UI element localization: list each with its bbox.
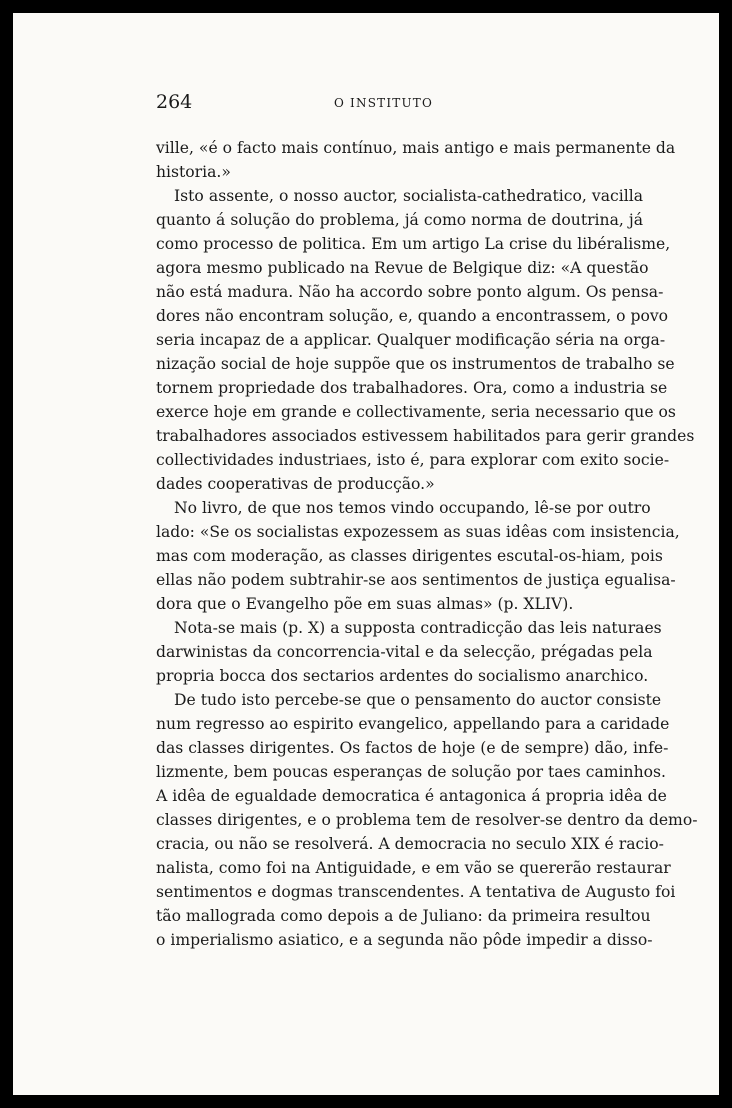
text-line: tornem propriedade dos trabalhadores. Ora, como a industria se <box>156 379 668 397</box>
text-line: exerce hoje em grande e collectivamente, seria necessario que os <box>156 403 676 421</box>
text-line: como processo de politica. Em um artigo La crise du libéralisme, <box>156 235 671 253</box>
text-line: De tudo isto percebe-se que o pensamento do auctor consiste <box>174 691 662 709</box>
page-header <box>156 91 643 117</box>
text-line: cracia, ou não se resolverá. A democracia no seculo XIX é racio- <box>156 835 664 853</box>
text-line: classes dirigentes, e o problema tem de resolver-se dentro da demo- <box>156 811 698 829</box>
page-number: 264 <box>156 91 193 113</box>
text-line: sentimentos e dogmas transcendentes. A tentativa de Augusto foi <box>156 883 676 901</box>
text-line: nalista, como foi na Antiguidade, e em vão se quererão restaurar <box>156 859 671 877</box>
text-line: o imperialismo asiatico, e a segunda não pôde impedir a disso- <box>156 931 653 949</box>
text-line: nização social de hoje suppõe que os instrumentos de trabalho se <box>156 355 675 373</box>
text-line: historia.» <box>156 163 231 181</box>
book-page <box>13 13 719 1095</box>
text-line: dora que o Evangelho põe em suas almas» (p. XLIV). <box>156 595 574 613</box>
text-line: dores não encontram solução, e, quando a encontrassem, o povo <box>156 307 669 325</box>
running-title: O INSTITUTO <box>334 96 434 110</box>
text-line: tão mallograda como depois a de Juliano: da primeira resultou <box>156 907 651 925</box>
body-text <box>156 136 698 952</box>
text-line: Isto assente, o nosso auctor, socialista-cathedratico, vacilla <box>174 187 643 205</box>
text-line: Nota-se mais (p. X) a supposta contradicção das leis naturaes <box>174 619 662 637</box>
text-line: ellas não podem subtrahir-se aos sentimentos de justiça egualisa- <box>156 571 676 589</box>
text-line: mas com moderação, as classes dirigentes escutal-os-hiam, pois <box>156 547 663 565</box>
text-line: No livro, de que nos temos vindo occupando, lê-se por outro <box>174 499 651 517</box>
text-line: quanto á solução do problema, já como norma de doutrina, já <box>156 211 643 229</box>
text-line: ville, «é o facto mais contínuo, mais antigo e mais permanente da <box>156 139 676 157</box>
text-line: lado: «Se os socialistas expozessem as suas idêas com insistencia, <box>156 523 680 541</box>
text-line: não está madura. Não ha accordo sobre ponto algum. Os pensa- <box>156 283 664 301</box>
text-line: darwinistas da concorrencia-vital e da selecção, prégadas pela <box>156 643 653 661</box>
text-line: A idêa de egualdade democratica é antagonica á propria idêa de <box>156 787 667 805</box>
text-line: num regresso ao espirito evangelico, appellando para a caridade <box>156 715 670 733</box>
text-line: trabalhadores associados estivessem habilitados para gerir grandes <box>156 427 695 445</box>
text-line: agora mesmo publicado na Revue de Belgique diz: «A questão <box>156 259 649 277</box>
text-line: dades cooperativas de producção.» <box>156 475 435 493</box>
text-line: seria incapaz de a applicar. Qualquer modificação séria na orga- <box>156 331 666 349</box>
text-line: collectividades industriaes, isto é, para explorar com exito socie- <box>156 451 670 469</box>
text-line: das classes dirigentes. Os factos de hoje (e de sempre) dão, infe- <box>156 739 669 757</box>
text-line: lizmente, bem poucas esperanças de solução por taes caminhos. <box>156 763 666 781</box>
text-line: propria bocca dos sectarios ardentes do socialismo anarchico. <box>156 667 649 685</box>
